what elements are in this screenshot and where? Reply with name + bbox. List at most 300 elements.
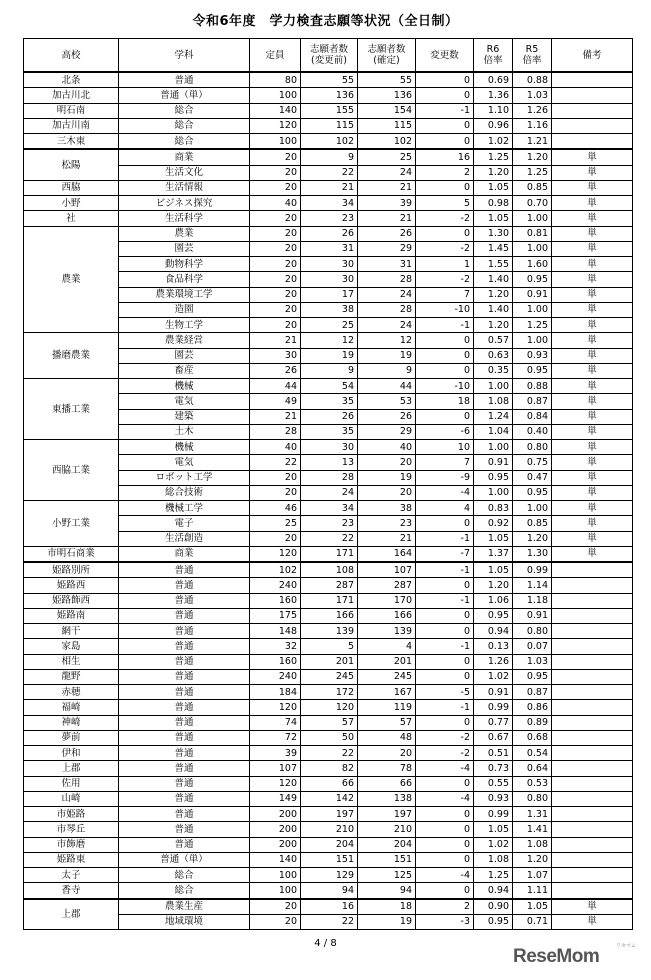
final-cell: 19	[358, 470, 416, 485]
quota-cell: 120	[250, 546, 301, 562]
before-cell: 94	[301, 883, 358, 899]
before-cell: 17	[301, 287, 358, 302]
r5-cell: 0.47	[513, 470, 552, 485]
change-cell: -4	[416, 761, 474, 776]
note-cell: 単	[552, 165, 633, 180]
note-cell: 単	[552, 180, 633, 195]
department-cell: 普通	[119, 578, 250, 593]
quota-cell: 20	[250, 211, 301, 226]
before-cell: 245	[301, 669, 358, 684]
school-name-cell: 姫路東	[24, 852, 119, 867]
school-name-cell: 龍野	[24, 669, 119, 684]
before-cell: 102	[301, 134, 358, 150]
final-cell: 125	[358, 868, 416, 883]
r6-cell: 0.91	[474, 685, 513, 700]
r5-cell: 0.88	[513, 72, 552, 88]
r5-cell: 0.85	[513, 180, 552, 195]
r5-cell: 1.00	[513, 211, 552, 226]
change-cell: -4	[416, 868, 474, 883]
before-cell: 22	[301, 165, 358, 180]
before-cell: 38	[301, 302, 358, 317]
department-cell: 普通	[119, 776, 250, 791]
note-cell	[552, 624, 633, 639]
r6-cell: 0.94	[474, 624, 513, 639]
table-row	[24, 730, 633, 745]
table-row	[24, 654, 633, 669]
before-cell: 166	[301, 608, 358, 623]
department-cell: 普通（単）	[119, 88, 250, 103]
header-applicants-before	[301, 39, 358, 73]
r6-cell: 1.45	[474, 241, 513, 256]
department-cell: 畜産	[119, 363, 250, 378]
department-cell: 普通	[119, 593, 250, 608]
quota-cell: 30	[250, 348, 301, 363]
final-cell: 167	[358, 685, 416, 700]
r6-cell: 1.08	[474, 852, 513, 867]
r5-cell: 0.64	[513, 761, 552, 776]
department-cell: 電子	[119, 516, 250, 531]
department-cell: 普通	[119, 654, 250, 669]
table-row	[24, 578, 633, 593]
change-cell: 0	[416, 516, 474, 531]
r6-cell: 1.10	[474, 103, 513, 118]
change-cell: 2	[416, 165, 474, 180]
quota-cell: 22	[250, 455, 301, 470]
change-cell: 0	[416, 837, 474, 852]
r5-cell: 1.00	[513, 241, 552, 256]
note-cell: 単	[552, 470, 633, 485]
final-cell: 21	[358, 531, 416, 546]
before-cell: 201	[301, 654, 358, 669]
logo-tagline: リセマム	[616, 943, 636, 949]
change-cell: -10	[416, 302, 474, 317]
r5-cell: 0.91	[513, 287, 552, 302]
department-cell: 生活情報	[119, 180, 250, 195]
change-cell: 0	[416, 72, 474, 88]
school-name-cell: 姫路南	[24, 608, 119, 623]
r5-cell: 0.80	[513, 624, 552, 639]
r5-cell: 1.20	[513, 852, 552, 867]
before-cell: 50	[301, 730, 358, 745]
before-cell: 9	[301, 363, 358, 378]
note-cell: 単	[552, 363, 633, 378]
school-name-cell: 小野工業	[24, 501, 119, 547]
quota-cell: 20	[250, 165, 301, 180]
change-cell: 0	[416, 654, 474, 669]
school-name-cell: 太子	[24, 868, 119, 883]
final-cell: 107	[358, 562, 416, 578]
department-cell: 園芸	[119, 348, 250, 363]
department-cell: 造園	[119, 302, 250, 317]
table-row	[24, 211, 633, 226]
final-cell: 26	[358, 409, 416, 424]
quota-cell: 20	[250, 470, 301, 485]
note-cell	[552, 883, 633, 899]
final-cell: 204	[358, 837, 416, 852]
table-row	[24, 899, 633, 915]
quota-cell: 120	[250, 118, 301, 133]
note-cell: 単	[552, 531, 633, 546]
change-cell: 0	[416, 180, 474, 195]
note-cell	[552, 103, 633, 118]
r6-cell: 1.30	[474, 226, 513, 241]
r5-cell: 1.08	[513, 837, 552, 852]
quota-cell: 44	[250, 379, 301, 394]
r5-cell: 1.11	[513, 883, 552, 899]
before-cell: 139	[301, 624, 358, 639]
school-name-cell: 東播工業	[24, 379, 119, 440]
table-row	[24, 776, 633, 791]
change-cell: -1	[416, 103, 474, 118]
quota-cell: 120	[250, 776, 301, 791]
final-cell: 29	[358, 424, 416, 439]
change-cell: 0	[416, 852, 474, 867]
change-cell: 0	[416, 333, 474, 348]
table-row	[24, 103, 633, 118]
department-cell: 機械	[119, 440, 250, 455]
quota-cell: 20	[250, 149, 301, 165]
r5-cell: 0.88	[513, 379, 552, 394]
quota-cell: 21	[250, 409, 301, 424]
quota-cell: 148	[250, 624, 301, 639]
r6-cell: 0.98	[474, 196, 513, 211]
department-cell: 園芸	[119, 241, 250, 256]
quota-cell: 20	[250, 899, 301, 915]
before-cell: 54	[301, 379, 358, 394]
department-cell: 総合	[119, 118, 250, 133]
change-cell: 0	[416, 118, 474, 133]
header-r6-ratio	[474, 39, 513, 73]
r6-cell: 0.55	[474, 776, 513, 791]
quota-cell: 240	[250, 669, 301, 684]
department-cell: 普通	[119, 791, 250, 806]
quota-cell: 160	[250, 654, 301, 669]
r5-cell: 0.40	[513, 424, 552, 439]
r6-cell: 1.20	[474, 318, 513, 333]
school-name-cell: 姫路西	[24, 578, 119, 593]
header-r5-ratio	[513, 39, 552, 73]
quota-cell: 74	[250, 715, 301, 730]
r6-cell: 1.05	[474, 822, 513, 837]
r5-cell: 0.93	[513, 348, 552, 363]
r6-cell: 0.51	[474, 746, 513, 761]
final-cell: 21	[358, 180, 416, 195]
table-row	[24, 226, 633, 241]
final-cell: 19	[358, 348, 416, 363]
change-cell: 18	[416, 394, 474, 409]
final-cell: 28	[358, 302, 416, 317]
r6-cell: 0.35	[474, 363, 513, 378]
note-cell: 単	[552, 257, 633, 272]
note-cell: 単	[552, 440, 633, 455]
change-cell: 0	[416, 776, 474, 791]
final-cell: 55	[358, 72, 416, 88]
quota-cell: 175	[250, 608, 301, 623]
note-cell: 単	[552, 287, 633, 302]
before-cell: 31	[301, 241, 358, 256]
department-cell: 普通	[119, 624, 250, 639]
r6-cell: 0.83	[474, 501, 513, 516]
r6-cell: 0.99	[474, 807, 513, 822]
before-cell: 30	[301, 272, 358, 287]
change-cell: 0	[416, 88, 474, 103]
final-cell: 210	[358, 822, 416, 837]
department-cell: 農業生産	[119, 899, 250, 915]
r6-cell: 1.55	[474, 257, 513, 272]
change-cell: 0	[416, 578, 474, 593]
change-cell: 0	[416, 669, 474, 684]
header-dept: 学科	[119, 39, 250, 73]
final-cell: 20	[358, 455, 416, 470]
school-name-cell: 市明石商業	[24, 546, 119, 562]
r5-cell: 0.95	[513, 272, 552, 287]
r5-cell: 1.26	[513, 103, 552, 118]
school-name-cell: 姫路飾西	[24, 593, 119, 608]
table-row	[24, 134, 633, 150]
header-r5-line1: R5	[525, 44, 539, 55]
change-cell: -1	[416, 318, 474, 333]
r6-cell: 1.02	[474, 669, 513, 684]
quota-cell: 100	[250, 883, 301, 899]
table-row	[24, 700, 633, 715]
final-cell: 23	[358, 516, 416, 531]
table-row	[24, 715, 633, 730]
final-cell: 119	[358, 700, 416, 715]
before-cell: 23	[301, 211, 358, 226]
department-cell: 普通	[119, 562, 250, 578]
note-cell: 単	[552, 302, 633, 317]
r6-cell: 0.93	[474, 791, 513, 806]
r5-cell: 1.18	[513, 593, 552, 608]
header-school: 高校	[24, 39, 119, 73]
header-quota: 定員	[250, 39, 301, 73]
change-cell: 7	[416, 287, 474, 302]
final-cell: 24	[358, 318, 416, 333]
department-cell: 普通	[119, 72, 250, 88]
school-name-cell: 社	[24, 211, 119, 226]
change-cell: -1	[416, 639, 474, 654]
department-cell: 電気	[119, 394, 250, 409]
table-row	[24, 608, 633, 623]
change-cell: 0	[416, 624, 474, 639]
r6-cell: 1.36	[474, 88, 513, 103]
r5-cell: 0.80	[513, 791, 552, 806]
before-cell: 129	[301, 868, 358, 883]
r5-cell: 0.81	[513, 226, 552, 241]
quota-cell: 20	[250, 287, 301, 302]
final-cell: 39	[358, 196, 416, 211]
school-name-cell: 香寺	[24, 883, 119, 899]
note-cell: 単	[552, 516, 633, 531]
quota-cell: 160	[250, 593, 301, 608]
note-cell	[552, 88, 633, 103]
final-cell: 38	[358, 501, 416, 516]
department-cell: 総合	[119, 868, 250, 883]
final-cell: 12	[358, 333, 416, 348]
r5-cell: 1.14	[513, 578, 552, 593]
before-cell: 120	[301, 700, 358, 715]
school-name-cell: 姫路別所	[24, 562, 119, 578]
r5-cell: 0.87	[513, 394, 552, 409]
before-cell: 35	[301, 394, 358, 409]
final-cell: 57	[358, 715, 416, 730]
department-cell: 普通（単）	[119, 852, 250, 867]
note-cell	[552, 593, 633, 608]
r5-cell: 1.41	[513, 822, 552, 837]
header-applicants-final-line2: (確定)	[373, 55, 400, 66]
r5-cell: 0.95	[513, 485, 552, 500]
school-name-cell: 相生	[24, 654, 119, 669]
table-row	[24, 746, 633, 761]
school-name-cell: 上郡	[24, 899, 119, 930]
department-cell: 総合	[119, 103, 250, 118]
note-cell: 単	[552, 546, 633, 562]
table-row	[24, 807, 633, 822]
note-cell	[552, 822, 633, 837]
before-cell: 26	[301, 409, 358, 424]
note-cell	[552, 639, 633, 654]
department-cell: 建築	[119, 409, 250, 424]
r5-cell: 0.71	[513, 914, 552, 929]
final-cell: 201	[358, 654, 416, 669]
r5-cell: 1.03	[513, 88, 552, 103]
school-name-cell: 北条	[24, 72, 119, 88]
r6-cell: 0.99	[474, 700, 513, 715]
department-cell: 農業環境工学	[119, 287, 250, 302]
quota-cell: 102	[250, 562, 301, 578]
r6-cell: 0.63	[474, 348, 513, 363]
department-cell: 生活創造	[119, 531, 250, 546]
r5-cell: 1.05	[513, 899, 552, 915]
r5-cell: 1.25	[513, 318, 552, 333]
before-cell: 55	[301, 72, 358, 88]
department-cell: 普通	[119, 715, 250, 730]
r5-cell: 0.70	[513, 196, 552, 211]
table-row	[24, 791, 633, 806]
final-cell: 48	[358, 730, 416, 745]
table-row	[24, 180, 633, 195]
quota-cell: 21	[250, 333, 301, 348]
department-cell: 普通	[119, 700, 250, 715]
quota-cell: 20	[250, 318, 301, 333]
final-cell: 94	[358, 883, 416, 899]
r6-cell: 1.05	[474, 211, 513, 226]
header-change: 変更数	[416, 39, 474, 73]
final-cell: 245	[358, 669, 416, 684]
quota-cell: 26	[250, 363, 301, 378]
quota-cell: 49	[250, 394, 301, 409]
before-cell: 22	[301, 531, 358, 546]
before-cell: 34	[301, 196, 358, 211]
r5-cell: 1.21	[513, 134, 552, 150]
department-cell: 商業	[119, 546, 250, 562]
r5-cell: 0.85	[513, 516, 552, 531]
r6-cell: 1.20	[474, 578, 513, 593]
quota-cell: 200	[250, 837, 301, 852]
header-r6-line1: R6	[486, 44, 500, 55]
r6-cell: 0.95	[474, 914, 513, 929]
department-cell: 機械	[119, 379, 250, 394]
school-name-cell: 伊和	[24, 746, 119, 761]
school-name-cell: 明石南	[24, 103, 119, 118]
table-row	[24, 88, 633, 103]
r6-cell: 1.40	[474, 272, 513, 287]
department-cell: 生活文化	[119, 165, 250, 180]
quota-cell: 20	[250, 241, 301, 256]
school-name-cell: 神崎	[24, 715, 119, 730]
change-cell: -1	[416, 562, 474, 578]
header-row	[24, 39, 633, 73]
final-cell: 136	[358, 88, 416, 103]
final-cell: 164	[358, 546, 416, 562]
final-cell: 24	[358, 287, 416, 302]
table-row	[24, 669, 633, 684]
note-cell: 単	[552, 424, 633, 439]
before-cell: 82	[301, 761, 358, 776]
final-cell: 138	[358, 791, 416, 806]
department-cell: 普通	[119, 807, 250, 822]
r5-cell: 0.91	[513, 608, 552, 623]
r6-cell: 1.02	[474, 837, 513, 852]
note-cell	[552, 134, 633, 150]
r6-cell: 0.92	[474, 516, 513, 531]
before-cell: 34	[301, 501, 358, 516]
change-cell: -2	[416, 730, 474, 745]
final-cell: 40	[358, 440, 416, 455]
final-cell: 29	[358, 241, 416, 256]
quota-cell: 20	[250, 302, 301, 317]
change-cell: 0	[416, 363, 474, 378]
table-row	[24, 562, 633, 578]
before-cell: 12	[301, 333, 358, 348]
before-cell: 57	[301, 715, 358, 730]
school-name-cell: 網干	[24, 624, 119, 639]
r5-cell: 0.80	[513, 440, 552, 455]
change-cell: -9	[416, 470, 474, 485]
note-cell	[552, 715, 633, 730]
r6-cell: 1.05	[474, 531, 513, 546]
note-cell: 単	[552, 333, 633, 348]
change-cell: 16	[416, 149, 474, 165]
note-cell: 単	[552, 149, 633, 165]
school-name-cell: 佐用	[24, 776, 119, 791]
r5-cell: 1.30	[513, 546, 552, 562]
school-name-cell: 西脇工業	[24, 440, 119, 501]
final-cell: 44	[358, 379, 416, 394]
note-cell: 単	[552, 485, 633, 500]
quota-cell: 40	[250, 196, 301, 211]
school-name-cell: 市琴丘	[24, 822, 119, 837]
r5-cell: 0.99	[513, 562, 552, 578]
final-cell: 139	[358, 624, 416, 639]
r5-cell: 1.07	[513, 868, 552, 883]
r6-cell: 0.90	[474, 899, 513, 915]
before-cell: 115	[301, 118, 358, 133]
school-name-cell: 松陽	[24, 149, 119, 180]
quota-cell: 200	[250, 807, 301, 822]
final-cell: 20	[358, 485, 416, 500]
change-cell: 4	[416, 501, 474, 516]
school-name-cell: 家島	[24, 639, 119, 654]
final-cell: 25	[358, 149, 416, 165]
r6-cell: 1.40	[474, 302, 513, 317]
resemom-logo: ReseMom	[513, 946, 600, 967]
r5-cell: 1.25	[513, 165, 552, 180]
department-cell: 普通	[119, 639, 250, 654]
department-cell: 農業	[119, 226, 250, 241]
change-cell: -2	[416, 211, 474, 226]
r5-cell: 1.00	[513, 333, 552, 348]
